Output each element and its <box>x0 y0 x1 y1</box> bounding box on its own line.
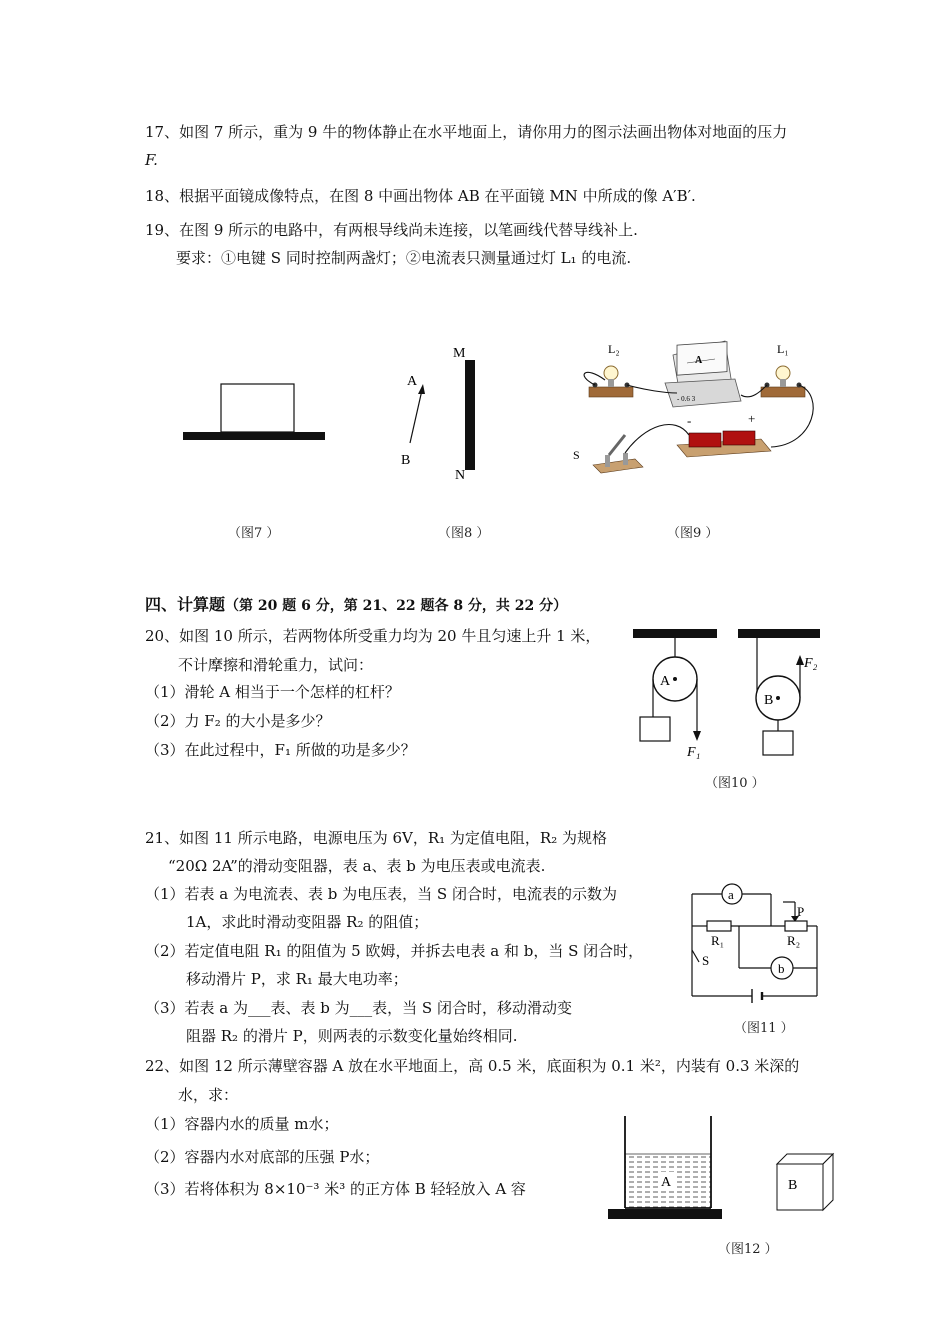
q20-sub2: （2）力 F₂ 的大小是多少？ <box>145 712 331 730</box>
label-R1: R₁ <box>711 933 725 948</box>
bulb-L1 <box>761 366 805 397</box>
label-R2: R₂ <box>787 933 801 948</box>
fig8-caption: （图8 ） <box>438 526 490 541</box>
label-L2: L₂ <box>608 342 620 356</box>
figure-11 <box>685 878 825 1003</box>
figure-10 <box>630 625 825 765</box>
q19-line2: 要求：①电键 S 同时控制两盏灯；②电流表只测量通过灯 L₁ 的电流. <box>176 249 632 267</box>
q22-line1: 22、如图 12 所示薄壁容器 A 放在水平地面上，高 0.5 米，底面积为 0.1 米²，内装有 0.3 米深的 <box>145 1057 800 1075</box>
q21-line1: 21、如图 11 所示电路，电源电压为 6V，R₁ 为定值电阻，R₂ 为规格 <box>145 829 608 847</box>
meter-scale: - 0.6 3 <box>677 395 696 403</box>
label-plus: + <box>748 411 756 426</box>
figure-12 <box>605 1110 845 1222</box>
fig9-caption: （图9 ） <box>667 526 719 541</box>
q17-line2: F. <box>145 151 158 169</box>
label-container-A: A <box>661 1175 672 1190</box>
q17-line1: 17、如图 7 所示，重为 9 牛的物体静止在水平地面上，请你用力的图示法画出物体对地面的压力 <box>145 123 788 141</box>
q21-sub1b: 1A，求此时滑动变阻器 R₂ 的阻值； <box>186 913 429 931</box>
q20-line2: 不计摩擦和滑轮重力，试问： <box>178 656 374 674</box>
plane-mirror <box>465 360 475 470</box>
ground <box>608 1209 722 1219</box>
label-N: N <box>455 468 466 483</box>
section-4-note: （第 20 题 6 分，第 21、22 题各 8 分，共 22 分） <box>225 598 568 614</box>
label-S: S <box>702 953 710 968</box>
fig11-caption: （图11 ） <box>734 1021 794 1036</box>
meter-A: A <box>695 355 703 366</box>
q22-sub2: （2）容器内水对底部的压强 P水； <box>145 1148 380 1166</box>
q19-line1: 19、在图 9 所示的电路中，有两根导线尚未连接，以笔画线代替导线补上. <box>145 221 638 239</box>
battery-box <box>677 431 771 457</box>
arrow-head <box>418 384 425 394</box>
ammeter <box>665 341 741 407</box>
ceiling-right <box>738 629 820 638</box>
label-cube-B: B <box>788 1178 798 1193</box>
label-B: B <box>401 453 411 468</box>
label-F2: F₂ <box>804 656 818 671</box>
label-pulley-B: B <box>764 693 774 708</box>
fig7-caption: （图7 ） <box>228 526 280 541</box>
weight-left <box>640 717 670 741</box>
rheostat-R2 <box>785 921 807 931</box>
resistor-R1 <box>707 921 731 931</box>
fig10-caption: （图10 ） <box>705 776 765 791</box>
switch-S <box>692 950 699 962</box>
q20-sub3: （3）在此过程中，F₁ 所做的功是多少？ <box>145 741 416 759</box>
weight-right <box>763 731 793 755</box>
q21-sub3b: 阻器 R₂ 的滑片 P，则两表的示数变化量始终相同. <box>186 1027 518 1045</box>
cube-B <box>777 1154 833 1210</box>
object-AB <box>410 390 422 443</box>
label-meter-a: a <box>728 887 734 902</box>
object-block <box>221 384 294 432</box>
section-4-header <box>145 594 567 617</box>
q18-text: 18、根据平面镜成像特点，在图 8 中画出物体 AB 在平面镜 MN 中所成的像 A′B′. <box>145 187 696 205</box>
q22-sub1: （1）容器内水的质量 m水； <box>145 1115 339 1133</box>
label-P: P <box>797 904 805 919</box>
figure-9 <box>565 335 835 485</box>
bulb-L2 <box>589 366 633 397</box>
q20-sub1: （1）滑轮 A 相当于一个怎样的杠杆？ <box>145 683 400 701</box>
label-M: M <box>453 346 466 361</box>
ceiling-left <box>633 629 717 638</box>
label-S: S <box>573 448 580 462</box>
label-minus: - <box>687 413 692 428</box>
q21-sub1a: （1）若表 a 为电流表、表 b 为电压表，当 S 闭合时，电流表的示数为 <box>145 885 617 903</box>
fig12-caption: （图12 ） <box>718 1242 778 1257</box>
q21-sub2b: 移动滑片 P，求 R₁ 最大电功率； <box>186 970 408 988</box>
q22-sub3: （3）若将体积为 8×10⁻³ 米³ 的正方体 B 轻轻放入 A 容 <box>145 1180 526 1198</box>
ground <box>183 432 325 440</box>
section-4-title: 四、计算题 <box>145 595 226 614</box>
q21-sub3a: （3）若表 a 为___表、表 b 为___表，当 S 闭合时，移动滑动变 <box>145 999 572 1017</box>
q20-line1: 20、如图 10 所示，若两物体所受重力均为 20 牛且匀速上升 1 米， <box>145 627 601 645</box>
figure-7 <box>180 380 330 445</box>
q21-sub2a: （2）若定值电阻 R₁ 的阻值为 5 欧姆，并拆去电表 a 和 b，当 S 闭合时， <box>145 942 644 960</box>
label-pulley-A: A <box>660 674 671 689</box>
figure-8 <box>395 340 490 485</box>
q21-line2: “20Ω 2A”的滑动变阻器，表 a、表 b 为电压表或电流表. <box>168 857 546 875</box>
q22-line2: 水，求： <box>178 1086 239 1104</box>
label-meter-b: b <box>778 961 785 976</box>
label-F1: F₁ <box>687 745 701 760</box>
label-A: A <box>407 374 418 389</box>
label-L1: L₁ <box>777 342 789 356</box>
